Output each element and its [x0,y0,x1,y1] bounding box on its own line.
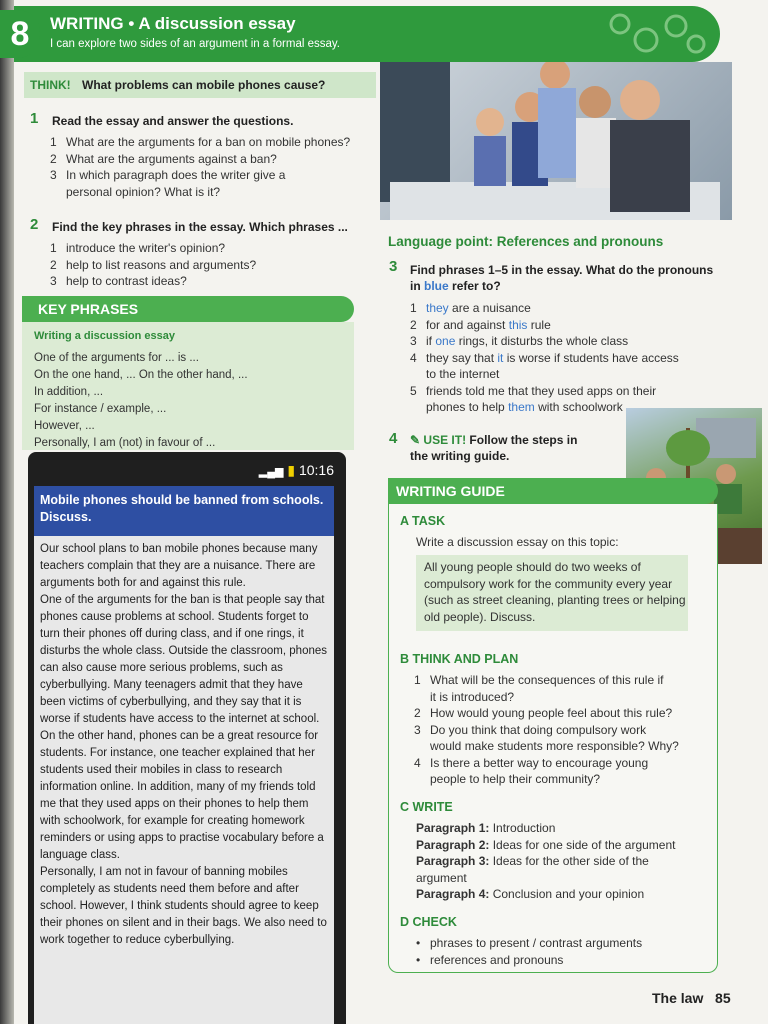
essay-paragraph: Our school plans to ban mobile phones because many teachers complain that they are a nuisance. There are arguments both for and against this rule. [40,543,318,589]
classroom-photo-illustration [380,62,732,220]
writing-guide-title: WRITING GUIDE [396,483,505,499]
list-item: 3 In which paragraph does the writer give a [50,168,286,182]
list-item: • references and pronouns [416,952,564,967]
footer-section: The law [652,990,704,1006]
exercise-3-list [410,300,679,416]
exercise-3-heading: Find phrases 1–5 in the essay. What do the pronouns in blue refer to? [410,263,714,293]
exercise-3-number: 3 [389,258,398,275]
list-item: 2 for and against this rule [410,317,551,332]
section-c-list [416,820,712,903]
exercise-2-heading: Find the key phrases in the essay. Which phrases ... [52,220,348,234]
decor-circles-icon [600,10,710,58]
list-item: Paragraph 3: Ideas for the other side of the [416,854,649,868]
list-item: 4 they say that it is worse if students have access [410,350,679,365]
list-item: 1 introduce the writer's opinion? [50,241,226,255]
essay-paragraph: Personally, I am not in favour of banning mobiles completely as students need them before and after school. However, I think students should agree to keep their phones on silent and in their bags. We also need to work together to reduce cyberbullying. [40,866,327,946]
list-item: 3 help to contrast ideas? [50,274,187,288]
list-item: 2 How would young people feel about this rule? [414,706,673,720]
think-question: What problems can mobile phones cause? [82,78,326,92]
classroom-photo [380,62,732,220]
think-box [24,72,376,98]
key-phrases-list [34,350,248,452]
unit-number: 8 [0,10,40,58]
essay-body [40,541,328,949]
exercise-2-number: 2 [30,216,39,233]
list-item: 2 What are the arguments against a ban? [50,151,277,166]
list-item: However, ... [34,420,95,432]
list-item: 3 Do you think that doing compulsory work [414,722,647,737]
list-item: 1 they are a nuisance [410,301,531,315]
list-item: Paragraph 4: Conclusion and your opinion [416,887,645,901]
think-label: THINK! [30,78,71,92]
list-item: For instance / example, ... [34,403,167,415]
battery-icon: ▮ [287,462,296,478]
page-title: WRITING • A discussion essay [50,14,296,33]
section-a-title: A TASK [400,514,446,528]
list-item: personal opinion? What is it? [66,184,221,199]
list-item: 4 Is there a better way to encourage young [414,755,649,770]
signal-icon: ▂▄▆ [258,466,284,478]
page-subtitle: I can explore two sides of an argument in a formal essay. [50,38,340,50]
exercise-1-list [50,134,370,200]
essay-title: Mobile phones should be banned from schools. Discuss. [40,493,324,524]
key-phrases-title: KEY PHRASES [38,301,139,317]
page-edge-shadow [0,0,14,1024]
list-item: 3 if one rings, it disturbs the whole class [410,334,629,348]
writing-guide-header [388,478,718,504]
topic-text: All young people should do two weeks of compulsory work for the community every year (such as street cleaning, planting trees or helping old people). Discuss. [424,560,686,624]
list-item: Personally, I am (not) in favour of ... [34,437,216,449]
list-item: would make students more responsible? Why? [430,739,679,753]
language-point-title: Language point: References and pronouns [388,234,664,249]
list-item: 1 What will be the consequences of this rule if [414,673,664,687]
list-item: argument [416,870,467,885]
list-item: people to help their community? [430,772,601,786]
section-b-list [414,672,710,788]
list-item: Paragraph 2: Ideas for one side of the argument [416,837,676,852]
pencil-icon: ✎ [410,433,421,447]
list-item: One of the arguments for ... is ... [34,352,199,364]
list-item: Paragraph 1: Introduction [416,821,556,835]
key-phrases-subtitle: Writing a discussion essay [34,330,176,342]
section-b-title: B THINK AND PLAN [400,652,519,666]
list-item: 5 friends told me that they used apps on their [410,383,657,398]
essay-paragraph: One of the arguments for the ban is that people say that phones cause problems at school. Students forget to turn their phones off during class, and if one rings, it disturbs the whole class. Outside the classroom, phones can also cause more serious problems, such as cyberbullying. Many teenagers admit that they have been victims of cyberbullying, and they say that it is worse if students have access to the internet at school. [40,594,328,725]
section-a-text: Write a discussion essay on this topic: [416,535,619,549]
list-item: phones to help them with schoolwork [426,400,623,414]
exercise-4-text: ✎ USE IT! Follow the steps in the writing guide. [410,433,578,463]
page-number: 85 [715,990,731,1006]
list-item: On the one hand, ... On the other hand, ... [34,369,248,381]
list-item: 2 help to list reasons and arguments? [50,257,257,272]
essay-paragraph: On the other hand, phones can be a great resource for students. For instance, one teacher explained that her students used their mobiles in class to research information online. In addition, many of my friends told me that they used apps on their phones to help them with schoolwork, for example for creating homework reminders or using apps to practise vocabulary before a language class. [40,730,324,861]
phone-time: 10:16 [298,462,334,478]
page-footer [652,990,731,1006]
section-d-list [416,935,712,968]
list-item: it is introduced? [430,689,515,704]
exercise-2-list [50,240,370,290]
key-phrases-header [22,296,354,322]
list-item: to the internet [426,367,500,381]
phone-status-bar [44,462,334,484]
exercise-4-number: 4 [389,430,398,447]
section-c-title: C WRITE [400,800,453,814]
list-item: 1 What are the arguments for a ban on mobile phones? [50,135,351,149]
list-item: In addition, ... [34,386,104,398]
exercise-1-number: 1 [30,110,39,127]
exercise-1-heading: Read the essay and answer the questions. [52,114,294,128]
section-d-title: D CHECK [400,915,457,929]
topic-box [416,555,688,631]
list-item: • phrases to present / contrast arguments [416,936,643,950]
